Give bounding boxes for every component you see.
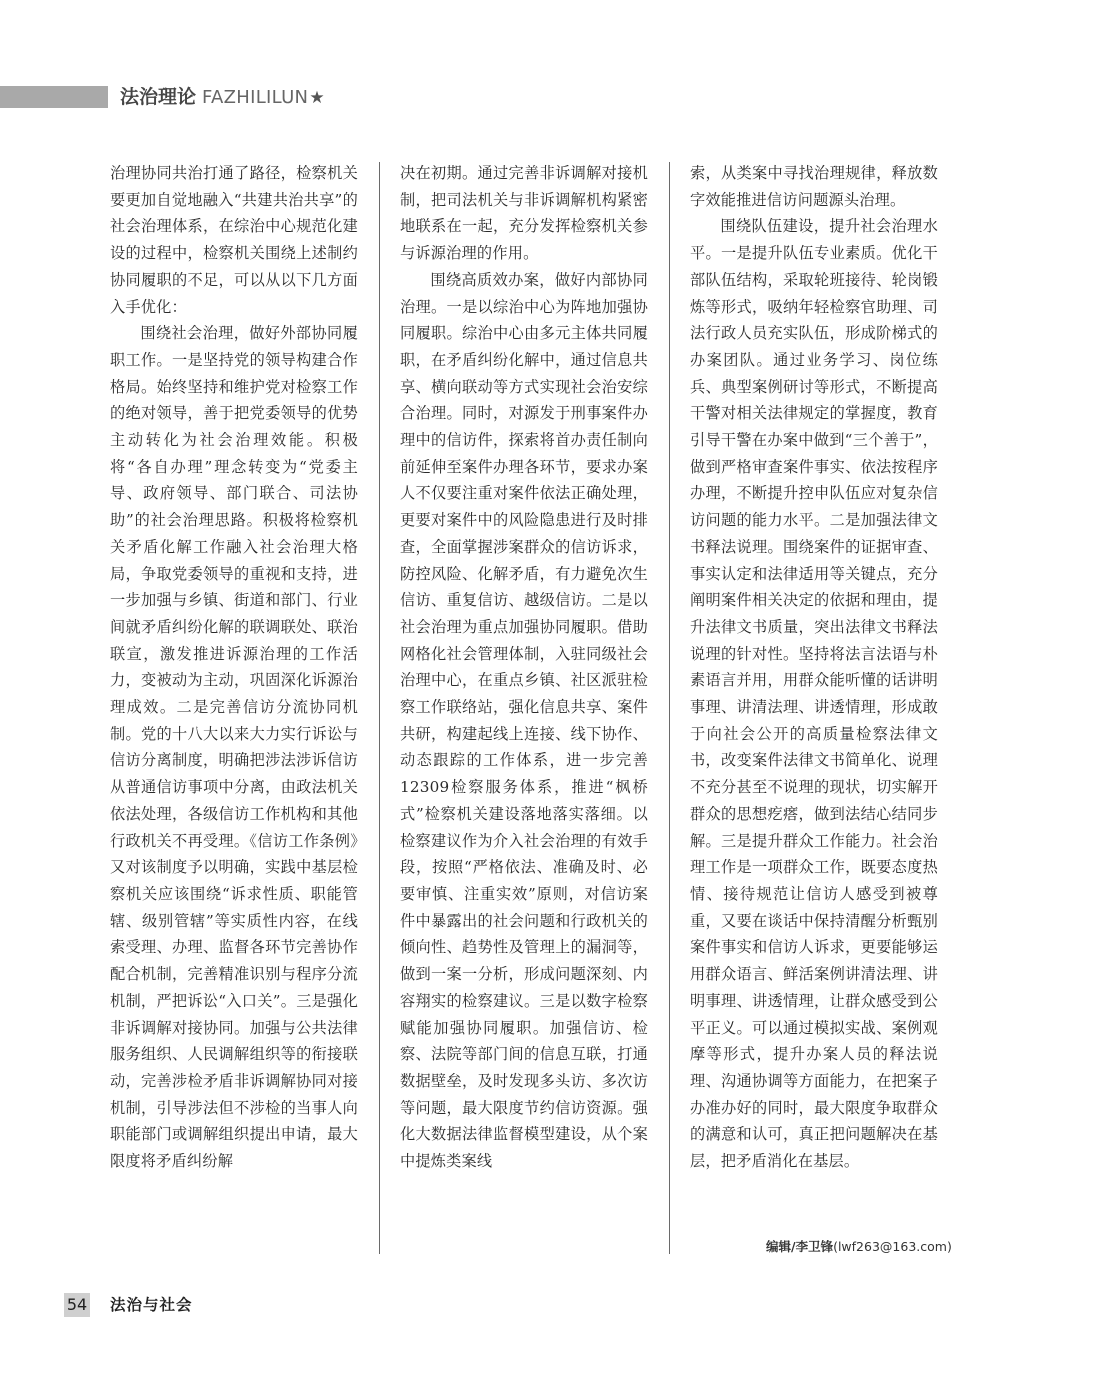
star-icon: ★ (309, 88, 325, 108)
paragraph: 决在初期。通过完善非诉调解对接机制，把司法机关与非诉调解机构紧密地联系在一起，充分发挥检察机关参与诉源治理的作用。 (400, 164, 648, 263)
paragraph: 围绕社会治理，做好外部协同履职工作。一是坚持党的领导构建合作格局。始终坚持和维护党对检察工作的绝对领导，善于把党委领导的优势主动转化为社会治理效能。积极将“各自办理”理念转变为“党委主导、政府领导、部门联合、司法协助”的社会治理思路。积极将检察机关矛盾化解工作融入社会治理大格局，争取党委领导的重视和支持，进一步加强与乡镇、街道和部门、行业间就矛盾纠纷化解的联调联处、联治联宣，激发推进诉源治理的工作活力，变被动为主动，巩固深化诉源治理成效。二是完善信访分流协同机制。党的十八大以来大力实行诉讼与信访分离制度，明确把涉法涉诉信访从普通信访事项中分离，由政法机关依法处理，各级信访工作机构和其他行政机关不再受理。《信访工作条例》又对该制度予以明确，实践中基层检察机关应该围绕“诉求性质、职能管辖、级别管辖”等实质性内容，在线索受理、办理、监督各环节完善协作配合机制，完善精准识别与程序分流机制，严把诉讼“入口关”。三是强化非诉调解对接协同。加强与公共法律服务组织、人民调解组织等的衔接联动，完善涉检矛盾非诉调解协同对接机制，引导涉法但不涉检的当事人向职能部门或调解组织提出申请，最大限度将矛盾纠纷解 (110, 324, 358, 1171)
section-header (120, 84, 325, 110)
text-column-2 (400, 160, 648, 1175)
editor-email: (lwf263@163.com) (833, 1239, 952, 1254)
paragraph: 围绕队伍建设，提升社会治理水平。一是提升队伍专业素质。优化干部队伍结构，采取轮班接待、轮岗锻炼等形式，吸纳年轻检察官助理、司法行政人员充实队伍，形成阶梯式的办案团队。通过业务学习、岗位练兵、典型案例研讨等形式，不断提高干警对相关法律规定的掌握度，教育引导干警在办案中做到“三个善于”，做到严格审查案件事实、依法按程序办理，不断提升控申队伍应对复杂信访问题的能力水平。二是加强法律文书释法说理。围绕案件的证据审查、事实认定和法律适用等关键点，充分阐明案件相关决定的依据和理由，提升法律文书质量，突出法律文书释法说理的针对性。坚持将法言法语与朴素语言并用，用群众能听懂的话讲明事理、讲清法理、讲透情理，形成敢于向社会公开的高质量检察法律文书，改变案件法律文书简单化、说理不充分甚至不说理的现状，切实解开群众的思想疙瘩，做到法结心结同步解。三是提升群众工作能力。社会治理工作是一项群众工作，既要态度热情、接待规范让信访人感受到被尊重，又要在谈话中保持清醒分析甄别案件事实和信访人诉求，更要能够运用群众语言、鲜活案例讲清法理、讲明事理、讲透情理，让群众感受到公平正义。可以通过模拟实战、案例观摩等形式，提升办案人员的释法说理、沟通协调等方面能力，在把案子办准办好的同时，最大限度争取群众的满意和认可，真正把问题解决在基层，把矛盾消化在基层。 (690, 217, 938, 1171)
paragraph: 围绕高质效办案，做好内部协同治理。一是以综治中心为阵地加强协同履职。综治中心由多元主体共同履职，在矛盾纠纷化解中，通过信息共享、横向联动等方式实现社会治安综合治理。同时，对源发于刑事案件办理中的信访件，探索将首办责任制向前延伸至案件办理各环节，要求办案人不仅要注重对案件依法正确处理，更要对案件中的风险隐患进行及时排查，全面掌握涉案群众的信访诉求，防控风险、化解矛盾，有力避免次生信访、重复信访、越级信访。二是以社会治理为重点加强协同履职。借助网格化社会管理体制，入驻同级社会治理中心，在重点乡镇、社区派驻检察工作联络站，强化信息共享、案件共研，构建起线上连接、线下协作、动态跟踪的工作体系，进一步完善12309检察服务体系，推进“枫桥式”检察机关建设落地落实落细。以检察建议作为介入社会治理的有效手段，按照“严格依法、准确及时、必要审慎、注重实效”原则，对信访案件中暴露出的社会问题和行政机关的倾向性、趋势性及管理上的漏洞等，做到一案一分析，形成问题深刻、内容翔实的检察建议。三是以数字检察赋能加强协同履职。加强信访、检察、法院等部门间的信息互联，打通数据壁垒，及时发现多头访、多次访等问题，最大限度节约信访资源。强化大数据法律监督模型建设，从个案中提炼类案线 (400, 270, 648, 1171)
section-title-en: FAZHILILUN (202, 87, 309, 108)
column-divider (379, 162, 380, 1254)
text-column-3 (690, 160, 938, 1175)
text-column-1 (110, 160, 358, 1175)
section-header-bar (0, 86, 108, 108)
paragraph: 治理协同共治打通了路径，检察机关要更加自觉地融入“共建共治共享”的社会治理体系，在综治中心规范化建设的过程中，检察机关围绕上述制约协同履职的不足，可以从以下几方面入手优化： (110, 164, 358, 316)
editor-credit (766, 1237, 952, 1255)
editor-name: 编辑/李卫锋 (766, 1239, 834, 1254)
column-divider (669, 162, 670, 1254)
magazine-name: 法治与社会 (110, 1296, 193, 1314)
section-title-cn: 法治理论 (120, 86, 197, 108)
paragraph: 索，从类案中寻找治理规律，释放数字效能推进信访问题源头治理。 (690, 164, 938, 209)
page-number: 54 (64, 1293, 90, 1317)
